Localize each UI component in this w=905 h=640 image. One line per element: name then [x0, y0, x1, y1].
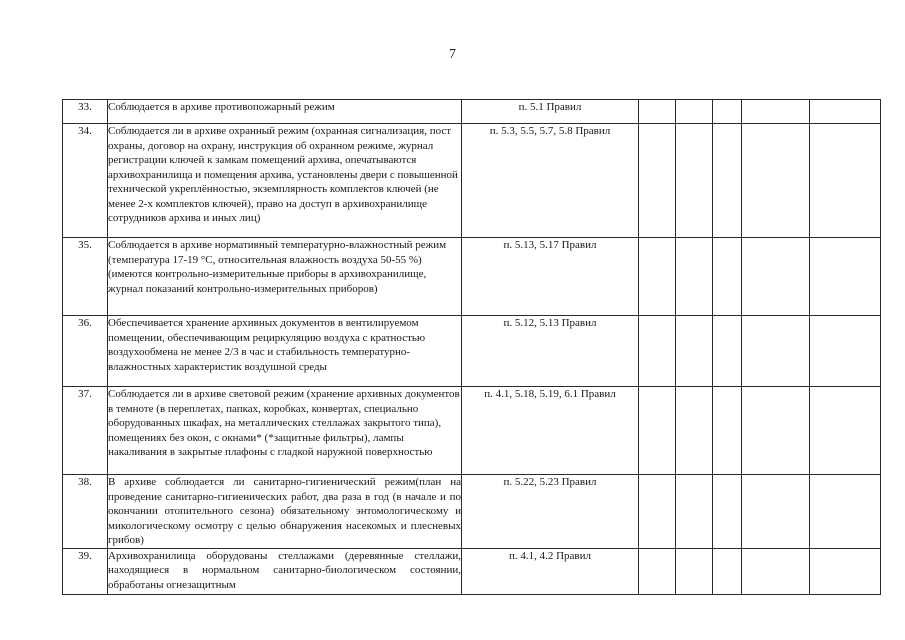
rule-reference: п. 4.1, 4.2 Правил	[462, 548, 639, 594]
rule-reference: п. 4.1, 5.18, 5.19, 6.1 Правил	[462, 387, 639, 475]
answer-cell-yes	[639, 387, 676, 475]
rule-reference: п. 5.12, 5.13 Правил	[462, 316, 639, 387]
inspection-checklist-table	[62, 99, 881, 595]
page-bottom-margin	[0, 603, 905, 640]
requirement-text: Соблюдается ли в архиве световой режим (хранение архивных документов в темноте (в переплетах, папках, коробках, конвертах, специально оборудованных шкафах, на металлических стеллажах закрытого типа), помещениях без окон, с окнами* (*защитные фильтры), лампы накаливания в закрытые плафоны с гладкой наружной поверхностью	[108, 387, 462, 475]
answer-cell-extra	[742, 548, 810, 594]
row-number: 39.	[63, 548, 108, 594]
rule-reference: п. 5.22, 5.23 Правил	[462, 475, 639, 549]
answer-cell-extra	[742, 100, 810, 124]
answer-cell-no	[676, 316, 713, 387]
table-row	[63, 238, 881, 316]
answer-cell-yes	[639, 100, 676, 124]
requirement-text: Соблюдается в архиве нормативный температурно-влажностный режим (температура 17-19 °С, относительная влажность воздуха 50-55 %) (имеются контрольно-измерительные приборы в архивохранилище, журнал показаний контрольно-измерительных приборов)	[108, 238, 462, 316]
answer-cell-no	[676, 124, 713, 238]
requirement-text: Обеспечивается хранение архивных документов в вентилируемом помещении, обеспечивающим рециркуляцию воздуха с кратностью воздухообмена не менее 2/3 в час и стабильность температурно-влажностных характеристик воздушной среды	[108, 316, 462, 387]
notes-cell	[810, 548, 881, 594]
page-number: 7	[449, 47, 456, 62]
notes-cell	[810, 387, 881, 475]
rule-reference: п. 5.13, 5.17 Правил	[462, 238, 639, 316]
row-number: 36.	[63, 316, 108, 387]
rule-reference: п. 5.1 Правил	[462, 100, 639, 124]
table-row	[63, 475, 881, 549]
answer-cell-extra	[742, 387, 810, 475]
row-number: 38.	[63, 475, 108, 549]
notes-cell	[810, 100, 881, 124]
requirement-text: В архиве соблюдается ли санитарно-гигиенический режим(план на проведение санитарно-гигиенических работ, два раза в год (в начале и по окончании отопительного сезона) обязательному энтомологическому и микологическому осмотру с целью обнаружения насекомых и плесневых грибов)	[108, 476, 461, 546]
rule-reference: п. 5.3, 5.5, 5.7, 5.8 Правил	[462, 124, 639, 238]
answer-cell-extra	[742, 475, 810, 549]
answer-cell-yes	[639, 316, 676, 387]
answer-cell-no	[676, 100, 713, 124]
answer-cell-na	[713, 548, 742, 594]
notes-cell	[810, 238, 881, 316]
row-number: 35.	[63, 238, 108, 316]
table-row	[63, 548, 881, 594]
answer-cell-no	[676, 387, 713, 475]
row-number: 33.	[63, 100, 108, 124]
answer-cell-no	[676, 475, 713, 549]
answer-cell-yes	[639, 124, 676, 238]
answer-cell-na	[713, 124, 742, 238]
row-number: 37.	[63, 387, 108, 475]
table-row	[63, 387, 881, 475]
notes-cell	[810, 475, 881, 549]
requirement-text: Архивохранилища оборудованы стеллажами (деревянные стеллажи, находящиеся в нормальном санитарно-биологическом состоянии, обработаны огнезащитным	[108, 548, 462, 594]
answer-cell-extra	[742, 238, 810, 316]
answer-cell-na	[713, 100, 742, 124]
table-row	[63, 100, 881, 124]
answer-cell-no	[676, 238, 713, 316]
table-row	[63, 316, 881, 387]
answer-cell-na	[713, 316, 742, 387]
answer-cell-yes	[639, 475, 676, 549]
requirement-text: Соблюдается в архиве противопожарный режим	[108, 100, 462, 124]
table-row	[63, 124, 881, 238]
answer-cell-yes	[639, 238, 676, 316]
row-number: 34.	[63, 124, 108, 238]
answer-cell-extra	[742, 124, 810, 238]
answer-cell-extra	[742, 316, 810, 387]
answer-cell-na	[713, 238, 742, 316]
answer-cell-no	[676, 548, 713, 594]
requirement-text: Соблюдается ли в архиве охранный режим (охранная сигнализация, пост охраны, договор на охрану, инструкция об охранном режиме, журнал регистрации ключей к замкам помещений архива, опечатываются архивохранилища и помещения архива, установлены двери с повышенной технической укреплённостью, экземплярность комплектов ключей (не менее 2-х комплектов ключей), право на доступ в архивохранилище сотрудников архива и иных лиц)	[108, 124, 462, 238]
notes-cell	[810, 124, 881, 238]
answer-cell-yes	[639, 548, 676, 594]
answer-cell-na	[713, 387, 742, 475]
answer-cell-na	[713, 475, 742, 549]
notes-cell	[810, 316, 881, 387]
